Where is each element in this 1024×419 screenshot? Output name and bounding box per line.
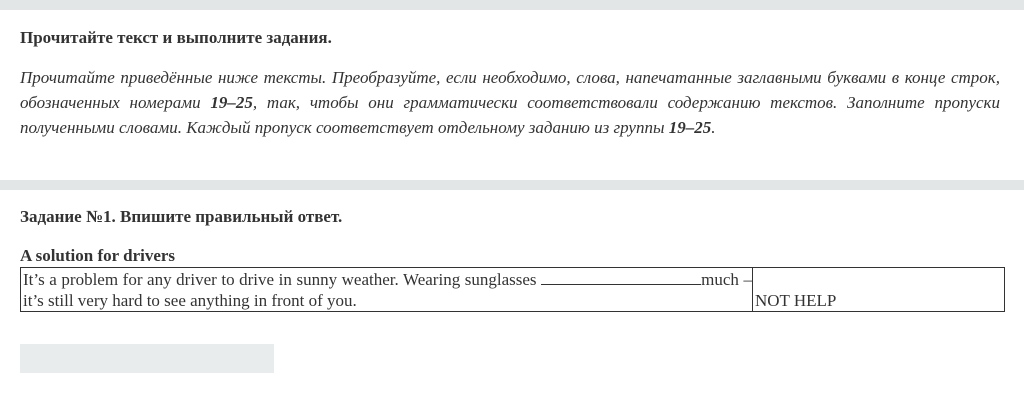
sentence-after-gap: much – it’s still very hard to see anything in front of you.: [23, 270, 752, 310]
keyword-text: NOT HELP: [755, 291, 837, 310]
answer-input[interactable]: [20, 344, 274, 373]
instructions-text: [20, 65, 1000, 140]
instructions-text-part3: .: [711, 118, 716, 137]
sentence-before-gap: It’s a problem for any driver to drive in sunny weather. Wearing sunglasses: [23, 270, 542, 289]
task-text-cell: [21, 268, 753, 312]
section-divider-strip: [0, 180, 1024, 190]
top-divider-strip: [0, 0, 1024, 10]
instructions-title: Прочитайте текст и выполните задания.: [20, 28, 332, 47]
gap-blank-line: [541, 270, 701, 285]
task-table: [20, 267, 1005, 312]
task-range-2: 19–25: [668, 118, 712, 137]
task-range-1: 19–25: [210, 93, 253, 112]
instructions-text-part1: Прочитайте приведённые ниже тексты. Преобразуйте, если необходимо, слова, напечатанные заглавными буквами в конце строк, обозначенных номерами: [20, 68, 1000, 112]
text-title: A solution for drivers: [20, 246, 176, 265]
keyword-cell: [753, 268, 1005, 312]
table-row: [21, 268, 1005, 312]
task-heading: Задание №1. Впишите правильный ответ.: [20, 207, 343, 226]
instructions-text-part2: , так, чтобы они грамматически соответствовали содержанию текстов. Заполните пропуски полученными словами. Каждый пропуск соответствует отдельному заданию из группы: [20, 93, 1000, 137]
